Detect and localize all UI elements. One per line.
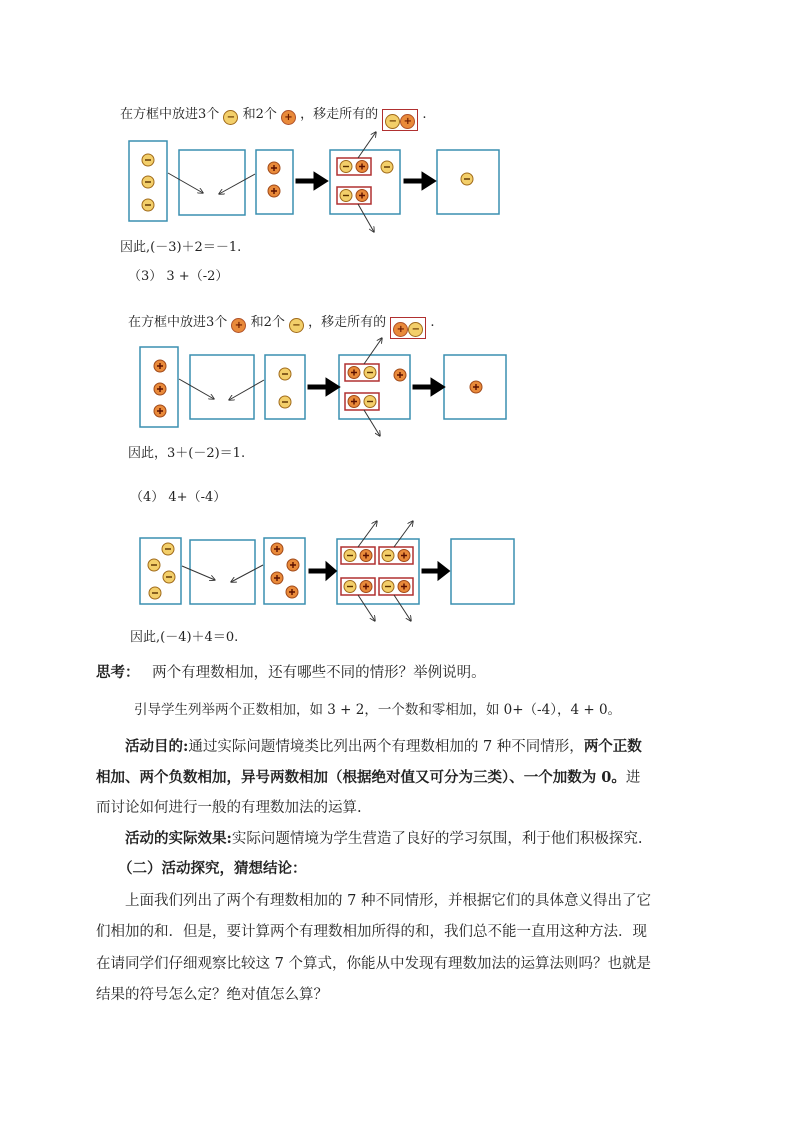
ex2-instruction: 在方框中放进3个 − 和2个 + ，移走所有的 − + . [120, 103, 427, 131]
negative-chip-icon: − [223, 110, 238, 125]
para-line-3: 在请同学们仔细观察比较这 7 个算式，你能从中发现有理数加法的运算法则吗？也就是 [96, 956, 651, 972]
effect-line: 活动的实际效果:实际问题情境为学生营造了良好的学习氛围，利于他们积极探究. [125, 830, 643, 847]
purpose-line-3: 而讨论如何进行一般的有理数加法的运算. [96, 800, 362, 816]
ex3-result: 因此，3＋(－2)＝1. [128, 446, 246, 461]
guide-text: 引导学生列举两个正数相加，如 3 + 2，一个数和零相加，如 0+（-4），4 + 0。 [134, 702, 622, 718]
ex3-heading: （3） 3 +（-2） [128, 269, 229, 284]
ex2-result: 因此,(－3)＋2＝－1. [120, 240, 242, 255]
purpose-line-1: 活动目的:通过实际问题情境类比列出两个有理数相加的 7 种不同情形，两个正数 [125, 738, 642, 755]
effect-label: 活动的实际效果: [125, 830, 232, 847]
think-label: 思考： [96, 664, 140, 681]
think-text: 两个有理数相加，还有哪些不同的情形？举例说明。 [152, 665, 486, 681]
ex3-instruction: 在方框中放进3个 + 和2个 − ，移走所有的 + − . [128, 311, 435, 339]
para-line-4: 结果的符号怎么定？绝对值怎么算？ [96, 987, 328, 1003]
think-line [96, 663, 486, 683]
para-line-2: 们相加的和．但是，要计算两个有理数相加所得的和，我们总不能一直用这种方法．现 [96, 924, 647, 940]
ex4-result: 因此,(－4)＋4＝0. [130, 630, 239, 645]
section-heading: （二）活动探究，猜想结论： [118, 860, 307, 877]
positive-chip-icon: + [281, 110, 296, 125]
purpose-label: 活动目的: [125, 738, 189, 755]
para-line-1: 上面我们列出了两个有理数相加的 7 种不同情形，并根据它们的具体意义得出了它 [125, 893, 651, 909]
positive-chip-icon: + [231, 318, 246, 333]
zero-pair-icon: − + [382, 109, 418, 131]
ex4-heading: （4） 4+（-4） [130, 490, 227, 505]
zero-pair-icon: + − [390, 317, 426, 339]
negative-chip-icon: − [289, 318, 304, 333]
purpose-line-2: 相加、两个负数相加，异号两数相加（根据绝对值又可分为三类）、一个加数为 0。进 [96, 769, 641, 786]
